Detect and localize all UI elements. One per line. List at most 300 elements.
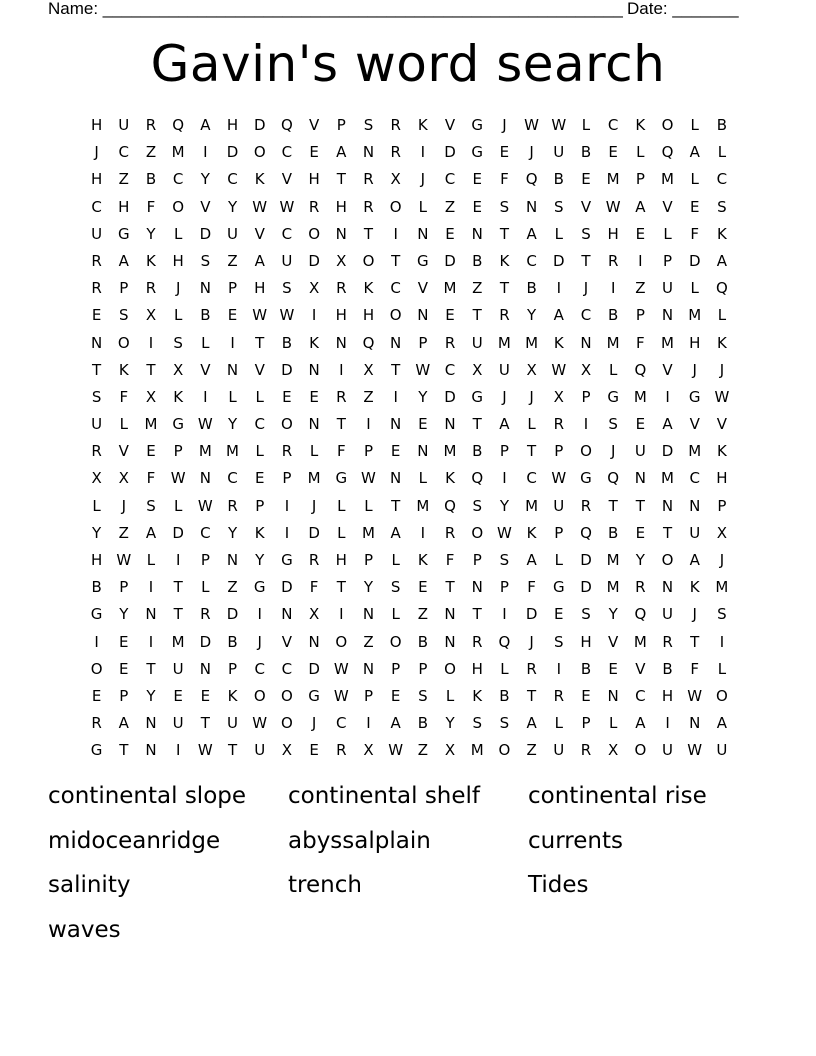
grid-letter[interactable]: M (688, 442, 702, 461)
grid-letter[interactable]: V (200, 197, 211, 216)
grid-letter[interactable]: L (445, 686, 455, 705)
grid-letter[interactable]: N (634, 469, 646, 488)
grid-letter[interactable]: L (173, 496, 183, 515)
grid-letter[interactable]: W (687, 741, 703, 760)
grid-letter[interactable]: J (311, 496, 317, 515)
grid-letter[interactable]: A (662, 415, 673, 434)
grid-letter[interactable]: R (145, 116, 157, 134)
grid-letter[interactable]: Y (499, 496, 509, 515)
grid-letter[interactable]: B (417, 714, 428, 733)
grid-letter[interactable]: Z (417, 605, 428, 624)
grid-letter[interactable]: X (145, 306, 157, 325)
grid-letter[interactable]: T (690, 632, 700, 651)
grid-letter[interactable]: L (337, 496, 346, 515)
grid-letter[interactable]: M (198, 442, 212, 461)
grid-letter[interactable]: J (692, 605, 697, 624)
grid-letter[interactable]: N (226, 551, 239, 569)
grid-letter[interactable]: R (336, 741, 347, 760)
grid-letter[interactable]: R (281, 442, 293, 461)
grid-letter[interactable]: I (665, 714, 670, 733)
grid-letter[interactable]: E (119, 632, 129, 651)
grid-letter[interactable]: O (389, 632, 402, 651)
grid-letter[interactable]: A (689, 143, 700, 162)
grid-letter[interactable]: U (281, 251, 293, 270)
grid-letter[interactable]: C (227, 469, 238, 488)
grid-letter[interactable]: C (254, 659, 265, 678)
grid-letter[interactable]: B (716, 116, 728, 134)
grid-letter[interactable]: Q (444, 496, 456, 515)
grid-letter[interactable]: Z (118, 523, 129, 542)
grid-letter[interactable]: I (203, 387, 208, 406)
grid-letter[interactable]: L (554, 551, 563, 569)
grid-letter[interactable]: I (339, 605, 344, 624)
grid-letter[interactable]: N (145, 605, 157, 624)
grid-letter[interactable]: N (661, 578, 674, 597)
grid-letter[interactable]: V (580, 197, 592, 216)
grid-letter[interactable]: I (148, 632, 154, 651)
grid-letter[interactable]: O (498, 741, 511, 760)
grid-letter[interactable]: E (418, 415, 428, 434)
grid-letter[interactable]: R (444, 333, 456, 352)
grid-letter[interactable]: P (119, 578, 129, 597)
grid-letter[interactable]: L (146, 551, 156, 569)
grid-letter[interactable]: G (471, 143, 484, 162)
grid-letter[interactable]: L (391, 605, 400, 624)
grid-letter[interactable]: N (308, 415, 320, 434)
grid-letter[interactable]: N (226, 360, 239, 379)
grid-letter[interactable]: L (608, 714, 618, 733)
grid-letter[interactable]: R (91, 251, 102, 270)
grid-letter[interactable]: N (335, 224, 347, 243)
grid-letter[interactable]: N (362, 605, 375, 624)
grid-letter[interactable]: E (472, 170, 482, 189)
grid-letter[interactable]: O (281, 686, 293, 705)
grid-letter[interactable]: D (226, 143, 239, 162)
grid-letter[interactable]: P (581, 387, 591, 406)
grid-letter[interactable]: I (148, 578, 154, 597)
grid-letter[interactable]: K (417, 551, 428, 569)
grid-letter[interactable]: E (499, 143, 510, 162)
grid-letter[interactable]: A (553, 306, 564, 325)
grid-letter[interactable]: A (200, 116, 211, 134)
grid-letter[interactable]: T (336, 170, 346, 189)
grid-letter[interactable]: N (471, 578, 483, 597)
grid-letter[interactable]: S (119, 306, 129, 325)
grid-letter[interactable]: J (311, 714, 317, 733)
grid-letter[interactable]: X (118, 469, 129, 488)
grid-letter[interactable]: N (471, 224, 483, 243)
grid-letter[interactable]: P (499, 442, 509, 461)
grid-letter[interactable]: O (661, 116, 674, 134)
grid-letter[interactable]: M (661, 469, 674, 488)
grid-letter[interactable]: D (525, 605, 538, 624)
grid-letter[interactable]: A (254, 251, 265, 270)
grid-letter[interactable]: S (472, 496, 482, 515)
grid-letter[interactable]: Z (635, 279, 646, 298)
grid-letter[interactable]: Z (526, 741, 537, 760)
grid-letter[interactable]: S (418, 686, 428, 705)
grid-letter[interactable]: K (716, 224, 727, 243)
grid-letter[interactable]: W (551, 469, 567, 488)
grid-letter[interactable]: Z (363, 632, 374, 651)
grid-letter[interactable]: U (118, 116, 130, 134)
grid-letter[interactable]: R (607, 251, 619, 270)
grid-letter[interactable]: J (502, 387, 507, 406)
grid-letter[interactable]: A (145, 523, 157, 542)
grid-letter[interactable]: P (418, 659, 428, 678)
grid-letter[interactable]: V (254, 224, 265, 243)
grid-letter[interactable]: K (472, 686, 483, 705)
grid-letter[interactable]: J (719, 551, 725, 569)
grid-letter[interactable]: I (175, 741, 181, 760)
grid-letter[interactable]: S (146, 496, 156, 515)
grid-letter[interactable]: Q (634, 360, 647, 379)
grid-letter[interactable]: S (717, 605, 727, 624)
grid-letter[interactable]: T (92, 360, 102, 379)
grid-letter[interactable]: A (118, 251, 129, 270)
grid-letter[interactable]: U (634, 442, 646, 461)
grid-letter[interactable]: W (252, 714, 268, 733)
grid-letter[interactable]: D (199, 224, 212, 243)
grid-letter[interactable]: I (339, 360, 344, 379)
grid-letter[interactable]: D (661, 442, 674, 461)
grid-letter[interactable]: O (335, 632, 348, 651)
grid-letter[interactable]: X (526, 360, 537, 379)
grid-letter[interactable]: W (361, 469, 376, 488)
grid-letter[interactable]: M (661, 170, 674, 189)
grid-letter[interactable]: F (146, 197, 156, 216)
grid-letter[interactable]: M (361, 523, 375, 542)
grid-letter[interactable]: K (635, 116, 646, 134)
grid-letter[interactable]: Q (580, 523, 592, 542)
grid-letter[interactable]: L (119, 415, 128, 434)
grid-letter[interactable]: C (526, 251, 537, 270)
grid-letter[interactable]: L (717, 143, 727, 162)
grid-letter[interactable]: N (390, 469, 402, 488)
grid-letter[interactable]: T (391, 360, 401, 379)
grid-letter[interactable]: M (226, 442, 239, 461)
grid-letter[interactable]: L (636, 143, 645, 162)
grid-letter[interactable]: W (252, 197, 268, 216)
grid-letter[interactable]: B (472, 251, 483, 270)
grid-letter[interactable]: G (471, 116, 484, 134)
grid-letter[interactable]: F (636, 333, 645, 352)
grid-letter[interactable]: Q (716, 279, 728, 298)
grid-letter[interactable]: B (553, 170, 564, 189)
grid-letter[interactable]: R (227, 496, 238, 515)
grid-letter[interactable]: N (362, 143, 375, 162)
grid-letter[interactable]: W (170, 469, 186, 488)
grid-letter[interactable]: B (662, 659, 673, 678)
grid-letter[interactable]: R (308, 551, 320, 569)
grid-letter[interactable]: I (638, 251, 643, 270)
grid-letter[interactable]: G (172, 415, 184, 434)
grid-letter[interactable]: T (227, 741, 238, 760)
grid-letter[interactable]: T (336, 578, 346, 597)
grid-letter[interactable]: H (254, 279, 266, 298)
grid-letter[interactable]: G (417, 251, 429, 270)
grid-letter[interactable]: N (199, 659, 211, 678)
grid-letter[interactable]: G (552, 578, 565, 597)
grid-letter[interactable]: I (94, 632, 99, 651)
grid-letter[interactable]: L (554, 714, 563, 733)
grid-letter[interactable]: M (416, 496, 430, 515)
grid-letter[interactable]: J (583, 279, 589, 298)
grid-letter[interactable]: K (254, 523, 265, 542)
grid-letter[interactable]: V (308, 116, 320, 134)
grid-letter[interactable]: Z (363, 387, 374, 406)
grid-letter[interactable]: W (415, 360, 431, 379)
grid-letter[interactable]: S (581, 224, 591, 243)
grid-letter[interactable]: O (389, 306, 402, 325)
grid-letter[interactable]: L (690, 116, 699, 134)
grid-letter[interactable]: E (309, 387, 319, 406)
grid-letter[interactable]: N (580, 333, 592, 352)
grid-letter[interactable]: T (119, 741, 129, 760)
grid-letter[interactable]: K (716, 333, 727, 352)
grid-letter[interactable]: I (393, 387, 398, 406)
grid-letter[interactable]: E (554, 605, 564, 624)
grid-letter[interactable]: E (309, 143, 319, 162)
grid-letter[interactable]: I (719, 632, 725, 651)
grid-letter[interactable]: S (200, 251, 211, 270)
grid-letter[interactable]: Z (472, 279, 483, 298)
grid-letter[interactable]: K (363, 279, 374, 298)
grid-letter[interactable]: H (607, 224, 619, 243)
date-field[interactable]: Date: _______ (627, 0, 739, 18)
grid-letter[interactable]: U (553, 741, 565, 760)
grid-letter[interactable]: V (281, 632, 293, 651)
grid-letter[interactable]: R (363, 197, 374, 216)
grid-letter[interactable]: E (472, 197, 482, 216)
grid-letter[interactable]: Q (525, 170, 538, 189)
grid-letter[interactable]: P (554, 523, 564, 542)
grid-letter[interactable]: H (716, 469, 728, 488)
grid-letter[interactable]: J (692, 360, 697, 379)
grid-letter[interactable]: F (690, 224, 700, 243)
grid-letter[interactable]: D (444, 143, 456, 162)
grid-letter[interactable]: W (333, 686, 349, 705)
grid-letter[interactable]: S (91, 387, 102, 406)
grid-letter[interactable]: P (717, 496, 727, 515)
grid-letter[interactable]: D (580, 578, 592, 597)
grid-letter[interactable]: K (553, 333, 564, 352)
grid-letter[interactable]: E (635, 415, 646, 434)
grid-letter[interactable]: B (145, 170, 157, 189)
grid-letter[interactable]: C (580, 306, 592, 325)
grid-letter[interactable]: I (610, 279, 616, 298)
grid-letter[interactable]: I (502, 605, 507, 624)
grid-letter[interactable]: W (279, 306, 295, 325)
grid-letter[interactable]: S (499, 551, 510, 569)
grid-letter[interactable]: O (281, 714, 293, 733)
grid-letter[interactable]: N (281, 605, 293, 624)
grid-letter[interactable]: O (362, 251, 375, 270)
grid-letter[interactable]: T (391, 496, 401, 515)
grid-letter[interactable]: L (173, 306, 183, 325)
grid-letter[interactable]: S (554, 197, 564, 216)
grid-letter[interactable]: V (716, 415, 728, 434)
grid-letter[interactable]: X (390, 170, 401, 189)
grid-letter[interactable]: C (526, 469, 537, 488)
grid-letter[interactable]: U (172, 714, 184, 733)
grid-letter[interactable]: I (311, 306, 317, 325)
grid-letter[interactable]: L (717, 306, 727, 325)
grid-letter[interactable]: E (390, 686, 401, 705)
grid-letter[interactable]: G (90, 605, 103, 624)
grid-letter[interactable]: O (661, 551, 674, 569)
grid-letter[interactable]: U (689, 523, 701, 542)
grid-letter[interactable]: K (417, 116, 428, 134)
grid-letter[interactable]: U (662, 605, 674, 624)
grid-letter[interactable]: F (445, 551, 455, 569)
grid-letter[interactable]: N (308, 360, 320, 379)
grid-letter[interactable]: H (362, 306, 375, 325)
grid-letter[interactable]: A (716, 251, 728, 270)
grid-letter[interactable]: P (635, 306, 645, 325)
grid-letter[interactable]: V (662, 360, 673, 379)
grid-letter[interactable]: N (607, 686, 619, 705)
grid-letter[interactable]: E (689, 197, 700, 216)
grid-letter[interactable]: T (146, 659, 156, 678)
grid-letter[interactable]: H (118, 197, 130, 216)
grid-letter[interactable]: S (173, 333, 183, 352)
grid-letter[interactable]: F (500, 170, 509, 189)
grid-letter[interactable]: N (145, 741, 157, 760)
grid-letter[interactable]: E (119, 659, 129, 678)
grid-letter[interactable]: L (608, 360, 618, 379)
grid-letter[interactable]: E (200, 686, 211, 705)
grid-letter[interactable]: Y (92, 523, 102, 542)
grid-letter[interactable]: L (554, 224, 563, 243)
grid-letter[interactable]: X (308, 605, 320, 624)
grid-letter[interactable]: F (146, 469, 156, 488)
grid-letter[interactable]: N (689, 714, 701, 733)
grid-letter[interactable]: G (308, 686, 320, 705)
grid-letter[interactable]: E (254, 469, 265, 488)
grid-letter[interactable]: T (499, 224, 509, 243)
grid-letter[interactable]: T (173, 578, 183, 597)
grid-letter[interactable]: L (690, 279, 699, 298)
grid-letter[interactable]: E (581, 170, 591, 189)
grid-letter[interactable]: R (580, 496, 592, 515)
grid-letter[interactable]: W (714, 387, 730, 406)
grid-letter[interactable]: E (173, 686, 183, 705)
grid-letter[interactable]: O (580, 442, 592, 461)
grid-letter[interactable]: Q (498, 632, 511, 651)
grid-letter[interactable]: C (689, 469, 700, 488)
grid-letter[interactable]: H (661, 686, 674, 705)
grid-letter[interactable]: E (418, 578, 428, 597)
grid-letter[interactable]: P (499, 578, 509, 597)
grid-letter[interactable]: I (148, 333, 154, 352)
grid-letter[interactable]: O (253, 143, 266, 162)
grid-letter[interactable]: O (308, 224, 320, 243)
grid-letter[interactable]: V (608, 632, 619, 651)
grid-letter[interactable]: W (333, 659, 349, 678)
grid-letter[interactable]: M (144, 415, 158, 434)
grid-letter[interactable]: M (606, 333, 620, 352)
grid-letter[interactable]: W (116, 551, 132, 569)
grid-letter[interactable]: B (281, 333, 293, 352)
grid-letter[interactable]: G (580, 469, 592, 488)
grid-letter[interactable]: L (717, 659, 727, 678)
grid-letter[interactable]: E (581, 686, 591, 705)
grid-letter[interactable]: P (663, 251, 673, 270)
grid-letter[interactable]: L (581, 116, 591, 134)
grid-letter[interactable]: L (201, 333, 210, 352)
grid-letter[interactable]: A (526, 551, 537, 569)
grid-letter[interactable]: E (282, 387, 292, 406)
grid-letter[interactable]: S (581, 605, 591, 624)
grid-letter[interactable]: O (117, 333, 130, 352)
grid-letter[interactable]: W (551, 116, 567, 134)
grid-letter[interactable]: H (90, 116, 103, 134)
grid-letter[interactable]: R (336, 387, 347, 406)
grid-letter[interactable]: E (390, 442, 401, 461)
grid-letter[interactable]: M (497, 333, 511, 352)
grid-letter[interactable]: O (281, 415, 293, 434)
grid-letter[interactable]: T (255, 333, 265, 352)
grid-letter[interactable]: Z (417, 741, 428, 760)
grid-letter[interactable]: F (309, 578, 319, 597)
grid-letter[interactable]: R (580, 741, 592, 760)
grid-letter[interactable]: E (635, 224, 646, 243)
grid-letter[interactable]: W (197, 415, 213, 434)
grid-letter[interactable]: H (335, 551, 347, 569)
grid-letter[interactable]: U (471, 333, 483, 352)
grid-letter[interactable]: Y (255, 551, 265, 569)
grid-letter[interactable]: C (91, 197, 102, 216)
grid-letter[interactable]: H (689, 333, 701, 352)
grid-letter[interactable]: U (553, 143, 565, 162)
grid-letter[interactable]: M (443, 442, 457, 461)
grid-letter[interactable]: O (716, 686, 728, 705)
grid-letter[interactable]: N (199, 469, 211, 488)
grid-letter[interactable]: H (172, 251, 184, 270)
grid-letter[interactable]: Q (172, 116, 185, 134)
grid-letter[interactable]: W (252, 306, 268, 325)
grid-letter[interactable]: C (390, 279, 401, 298)
grid-letter[interactable]: B (580, 659, 592, 678)
grid-letter[interactable]: Y (200, 170, 210, 189)
grid-letter[interactable]: U (553, 496, 565, 515)
grid-letter[interactable]: I (583, 415, 589, 434)
grid-letter[interactable]: L (690, 170, 699, 189)
grid-letter[interactable]: D (308, 251, 320, 270)
grid-letter[interactable]: E (445, 306, 455, 325)
grid-letter[interactable]: T (608, 496, 618, 515)
grid-letter[interactable]: G (90, 741, 103, 760)
grid-letter[interactable]: E (635, 523, 646, 542)
grid-letter[interactable]: P (255, 496, 265, 515)
grid-letter[interactable]: A (526, 224, 537, 243)
grid-letter[interactable]: C (281, 143, 293, 162)
grid-letter[interactable]: L (418, 197, 428, 216)
grid-letter[interactable]: D (281, 360, 293, 379)
grid-letter[interactable]: B (608, 523, 619, 542)
grid-letter[interactable]: Q (607, 469, 620, 488)
grid-letter[interactable]: M (606, 551, 620, 569)
grid-letter[interactable]: A (390, 523, 401, 542)
grid-letter[interactable]: C (607, 116, 619, 134)
grid-letter[interactable]: G (335, 469, 348, 488)
grid-letter[interactable]: N (335, 333, 347, 352)
grid-letter[interactable]: X (145, 387, 157, 406)
grid-letter[interactable]: S (554, 632, 564, 651)
grid-letter[interactable]: U (227, 224, 239, 243)
grid-letter[interactable]: T (363, 224, 374, 243)
